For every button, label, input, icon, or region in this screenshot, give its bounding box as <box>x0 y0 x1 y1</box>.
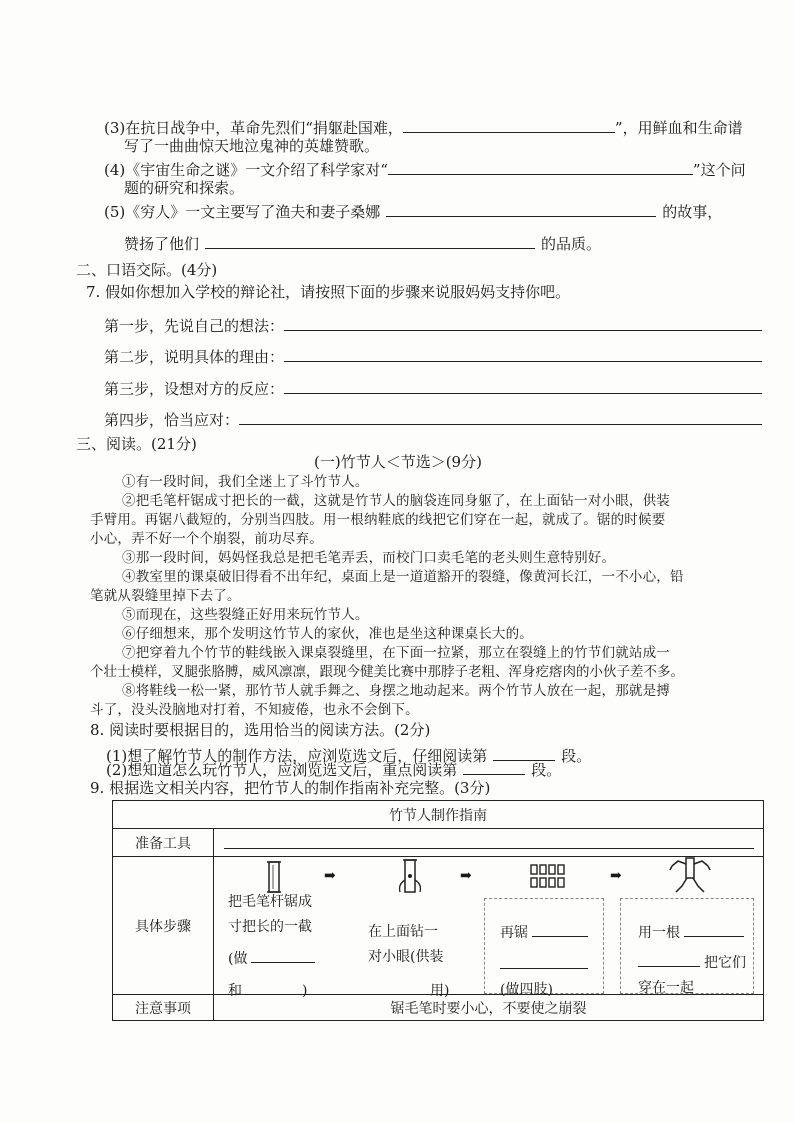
q7-step1 <box>104 314 762 336</box>
q6-item4-text-b: ”这个问 <box>692 161 746 179</box>
q8-part2-blank[interactable] <box>463 758 525 775</box>
bamboo-segments-icon <box>530 864 568 888</box>
q8-part1-suffix: 段。 <box>561 747 592 765</box>
guide-note-text: 锯毛笔时要小心，不要使之崩裂 <box>214 995 764 1021</box>
step1-text <box>228 890 315 1004</box>
passage-line-2: ②把毛笔杆锯成寸把长的一截，这就是竹节人的脑袋连同身躯了，在上面钻一对小眼，供装 <box>122 493 670 509</box>
guide-row-notes-label: 注意事项 <box>113 995 214 1021</box>
q7-step2-blank[interactable] <box>284 345 762 362</box>
q7-prompt: 7. 假如你想加入学校的辩论社，请按照下面的步骤来说服妈妈支持你吧。 <box>86 283 571 301</box>
bamboo-tube-icon <box>264 860 284 894</box>
q7-step1-label: 第一步，先说自己的想法： <box>104 317 285 335</box>
step4-blank-a[interactable] <box>684 920 744 937</box>
q9-prompt: 9. 根据选文相关内容，把竹节人的制作指南补充完整。(3分) <box>90 779 491 797</box>
step2-blank[interactable] <box>368 978 428 995</box>
q6-item3-line1 <box>104 116 743 138</box>
passage-line-13: 斗了，没头没脑地对打着，不知疲倦，也永不会倒下。 <box>90 702 419 718</box>
q7-step1-blank[interactable] <box>284 314 762 331</box>
q7-step4-label: 第四步，恰当应对： <box>104 411 240 429</box>
step4-text <box>638 920 746 1001</box>
passage-line-11: 个壮士模样，叉腿张胳膊，威风凛凛，跟现今健美比赛中那脖子老粗、浑身疙瘩肉的小伙子差不多。 <box>90 664 684 680</box>
step3-blank-a[interactable] <box>532 920 588 937</box>
step2-line2: 对小眼(供装 <box>368 949 444 965</box>
q6-item5-text-c: 赞扬了他们 <box>124 235 200 253</box>
arrow-icon-2: ➡ <box>460 868 472 884</box>
passage-line-4: 小心，弄不好一个个崩裂，前功尽弃。 <box>90 531 323 547</box>
passage-line-12: ⑧将鞋线一松一紧，那竹节人就手舞之、身摆之地动起来。两个竹节人放在一起，那就是搏 <box>122 683 670 699</box>
bamboo-man-icon <box>668 856 712 896</box>
step4-blank-b[interactable] <box>638 950 700 967</box>
step3-line3: (做四肢) <box>500 982 553 998</box>
step1-line3 <box>228 946 315 972</box>
arrow-icon-3: ➡ <box>610 868 622 884</box>
guide-title: 竹节人制作指南 <box>113 801 764 829</box>
passage-title: (一)竹节人＜节选＞(9分) <box>314 453 482 471</box>
guide-row-tools-answer[interactable] <box>214 829 764 857</box>
section2-heading: 二、口语交际。(4分) <box>76 261 218 279</box>
step1-line1: 把毛笔杆锯成 <box>228 894 312 910</box>
passage-line-3: 手臂用。再锯八截短的，分别当四肢。用一根纳鞋底的线把它们穿在一起，就成了。锯的时候要 <box>90 512 666 528</box>
guide-row-tools-label: 准备工具 <box>113 829 214 857</box>
passage-line-8: ⑤而现在，这些裂缝正好用来玩竹节人。 <box>122 607 369 623</box>
passage-line-6: ④教室里的课桌破旧得看不出年纪，桌面上是一道道豁开的裂缝，像黄河长江，一不小心，铅 <box>122 569 684 585</box>
step4-them-label: 把它们 <box>704 955 746 971</box>
q6-item4-text-c: 题的研究和探索。 <box>124 179 245 197</box>
q6-item4-text-a: (4)《宇宙生命之谜》一文介绍了科学家对“ <box>104 161 388 179</box>
q8-prompt: 8. 阅读时要根据目的，选用恰当的阅读方法。(2分) <box>90 721 431 739</box>
step4-line3: 穿在一起 <box>638 980 694 996</box>
q6-item5-line1 <box>104 200 722 222</box>
step2-line3 <box>368 978 449 1004</box>
passage-line-10: ⑦把穿着九个竹节的鞋线嵌入课桌裂缝里，在下面一拉紧，那立在裂缝上的竹节们就站成一 <box>122 645 670 661</box>
step2-text <box>368 920 449 1004</box>
guide-tools-blank[interactable] <box>224 836 754 849</box>
step3-blank-b[interactable] <box>500 952 588 969</box>
q7-step2-label: 第二步，说明具体的理由： <box>104 348 285 366</box>
q7-step2 <box>104 345 762 367</box>
step1-blank-a[interactable] <box>251 946 315 963</box>
step1-line4 <box>228 978 315 1004</box>
q6-item3-text-b: ”，用鲜血和生命谱 <box>614 119 743 137</box>
guide-row-steps-label: 具体步骤 <box>113 857 214 995</box>
q8-part2 <box>106 758 561 780</box>
q8-part1-text: (1)想了解竹节人的制作方法，应浏览选文后，仔细阅读第 <box>106 747 488 765</box>
step4-line1 <box>638 920 746 946</box>
step1-and-label: 和 <box>228 983 242 999</box>
step1-close-paren: ) <box>302 983 308 999</box>
q6-item5-text-d: 的品质。 <box>541 235 602 253</box>
passage-line-5: ③那一段时间，妈妈怪我总是把毛笔弄丢，而校门口卖毛笔的老头则生意特别好。 <box>122 550 616 566</box>
q6-item4-line2 <box>124 178 244 198</box>
q7-step3-label: 第三步，设想对方的反应： <box>104 380 285 398</box>
step2-use-label: 用) <box>430 983 450 999</box>
q6-item4-line1 <box>104 158 746 180</box>
step3-line1 <box>500 920 588 946</box>
passage-line-7: 笔就从裂缝里掉下去了。 <box>90 588 241 604</box>
q6-item5-line2 <box>124 232 601 254</box>
step3-text <box>500 920 588 1003</box>
step3-line2 <box>500 952 588 978</box>
step1-line2: 寸把长的一截 <box>228 919 312 935</box>
q6-item3-line2 <box>124 136 379 156</box>
q8-part2-text: (2)想知道怎么玩竹节人，应浏览选文后，重点阅读第 <box>106 761 458 779</box>
q6-item5-blank-b[interactable] <box>205 232 535 249</box>
q7-step4 <box>104 408 762 430</box>
step3-saw-label: 再锯 <box>500 925 528 941</box>
section3-heading: 三、阅读。(21分) <box>76 435 197 453</box>
q7-step3 <box>104 377 762 399</box>
step4-line2 <box>638 950 746 976</box>
q6-item3-text-a: (3)在抗日战争中，革命先烈们“捐躯赴国难， <box>104 119 403 137</box>
q6-item5-text-a: (5)《穷人》一文主要写了渔夫和妻子桑娜 <box>104 203 381 221</box>
q6-item4-blank[interactable] <box>388 158 693 175</box>
q8-part2-suffix: 段。 <box>531 761 562 779</box>
arrow-icon-1: ➡ <box>324 868 336 884</box>
passage-line-1: ①有一段时间，我们全迷上了斗竹节人。 <box>122 474 369 490</box>
drilled-tube-icon <box>394 858 426 896</box>
step4-one-label: 用一根 <box>638 925 680 941</box>
q6-item5-blank-a[interactable] <box>386 200 656 217</box>
passage-line-9: ⑥仔细想来，那个发明这竹节人的家伙，准也是坐这种课桌长大的。 <box>122 626 533 642</box>
step2-line1: 在上面钻一 <box>368 924 438 940</box>
q6-item3-blank[interactable] <box>403 116 615 133</box>
q7-step4-blank[interactable] <box>239 408 762 425</box>
q7-step3-blank[interactable] <box>284 377 762 394</box>
q6-item3-text-c: 写了一曲曲惊天地泣鬼神的英雄赞歌。 <box>124 137 380 155</box>
q6-item5-text-b: 的故事， <box>662 203 723 221</box>
step1-blank-b[interactable] <box>246 978 300 995</box>
step1-do-label: (做 <box>228 951 248 967</box>
